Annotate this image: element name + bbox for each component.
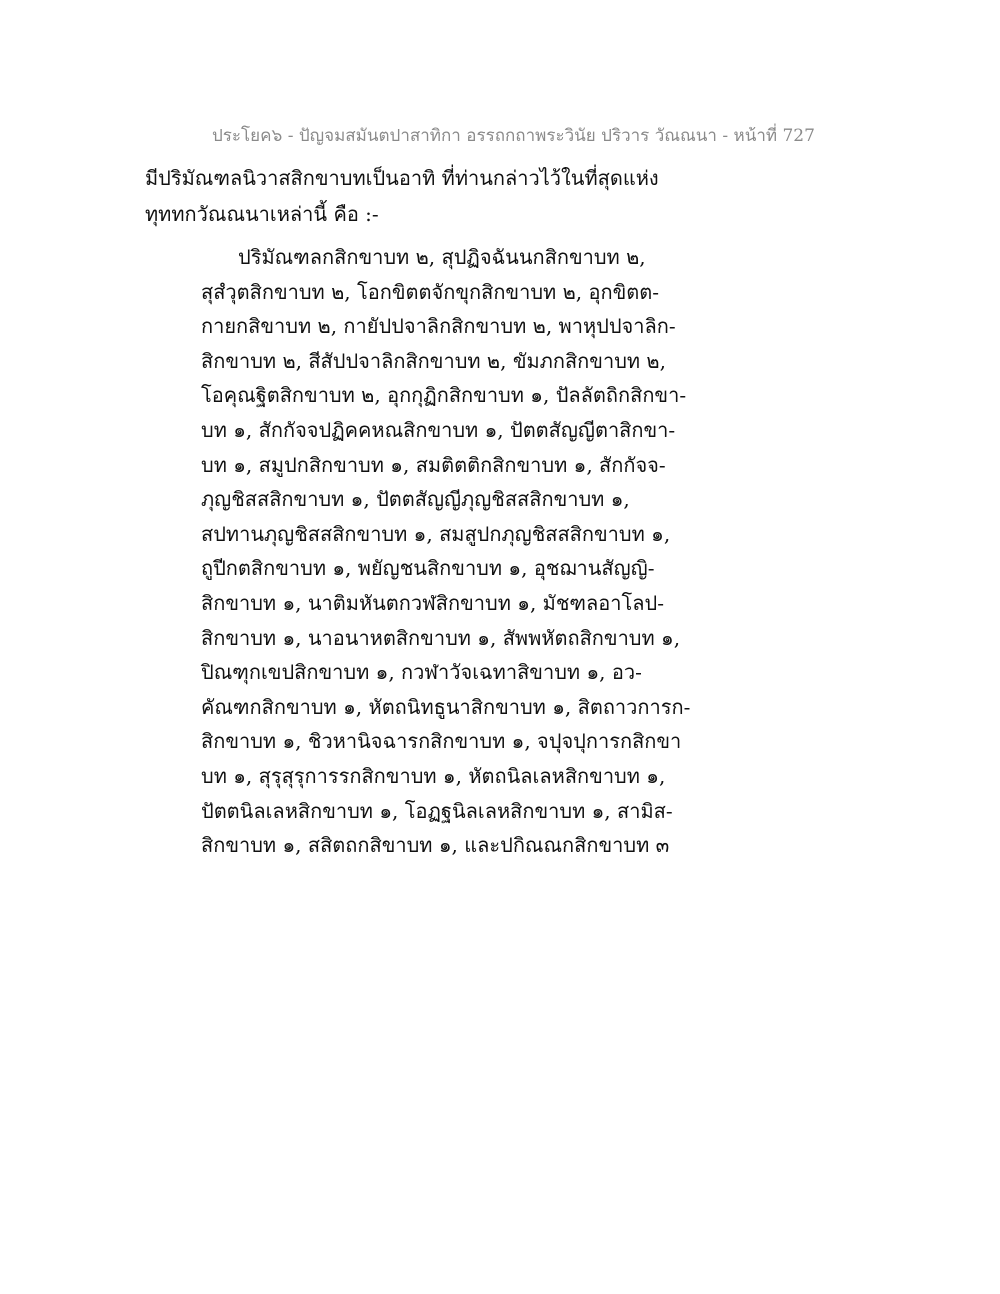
list-line: สิกขาบท ๑, นาอนาหตสิกขาบท ๑, สัพพหัตถสิกขาบท ๑, <box>201 625 681 650</box>
intro-line: ทุททกวัณณนาเหล่านี้ คือ :- <box>145 202 379 226</box>
list-line: ปริมัณฑลกสิกขาบท ๒, สุปฏิจฉันนกสิกขาบท ๒, <box>238 245 646 269</box>
list-line: ถูปีกตสิกขาบท ๑, พยัญชนสิกขาบท ๑, อุชฌานสัญญิ- <box>201 556 655 581</box>
list-line: สิกขาบท ๑, นาติมหันตกวฬสิกขาบท ๑, มัชฑลอาโลป- <box>201 590 664 615</box>
list-line: สิกขาบท ๒, สีสัปปจาลิกสิกขาบท ๒, ขัมภกสิกขาบท ๒, <box>201 348 666 373</box>
rule-list-paragraph <box>201 240 691 863</box>
list-line: บท ๑, สักกัจจปฏิคคหณสิกขาบท ๑, ปัตตสัญญีตาสิกขา- <box>201 417 676 442</box>
list-line: สิกขาบท ๑, สสิตถกสิขาบท ๑, และปกิณณกสิกขาบท ๓ <box>201 833 670 858</box>
list-line: สุสํวุตสิกขาบท ๒, โอกขิตตจักขุกสิกขาบท ๒, อุกขิตต- <box>201 279 659 304</box>
list-line: ภุญชิสสสิกขาบท ๑, ปัตตสัญญีภุญชิสสสิกขาบท ๑, <box>201 487 630 512</box>
list-line: กายกสิขาบท ๒, กายัปปจาลิกสิกขาบท ๒, พาหุปปจาลิก- <box>201 314 676 339</box>
list-line: สิกขาบท ๑, ชิวหานิจฉารกสิกขาบท ๑, จปุจปุการกสิกขา <box>201 729 682 754</box>
list-line: ปิณฑุกเขปสิกขาบท ๑, กวฬาวัจเฉทาสิขาบท ๑, อว- <box>201 660 642 685</box>
list-line: สปทานภุญชิสสสิกขาบท ๑, สมสูปกภุญชิสสสิกขาบท ๑, <box>201 521 671 546</box>
list-line: บท ๑, สมูปกสิกขาบท ๑, สมติตติกสิกขาบท ๑, สักกัจจ- <box>201 452 666 477</box>
list-line: ปัตตนิลเลหสิกขาบท ๑, โอฏฐนิลเลหสิกขาบท ๑, สามิส- <box>201 798 673 823</box>
intro-line: มีปริมัณฑลนิวาสสิกขาบทเป็นอาทิ ที่ท่านกล่าวไว้ในที่สุดแห่ง <box>145 166 659 190</box>
running-header: ประโยค๖ - ปัญจมสมันตปาสาทิกา อรรถกถาพระวินัย ปริวาร วัณณนา - หน้าที่ 727 <box>212 126 815 146</box>
list-line: โอคุณฐิตสิกขาบท ๒, อุกกุฏิกสิกขาบท ๑, ปัลลัตถิกสิกขา- <box>201 383 687 408</box>
list-line: คัณฑกสิกขาบท ๑, หัตถนิทธูนาสิกขาบท ๑, สิตถาวการก- <box>201 694 691 719</box>
list-line: บท ๑, สุรุสุรุการรกสิกขาบท ๑, หัตถนิลเลหสิกขาบท ๑, <box>201 763 666 788</box>
intro-paragraph <box>145 160 705 232</box>
